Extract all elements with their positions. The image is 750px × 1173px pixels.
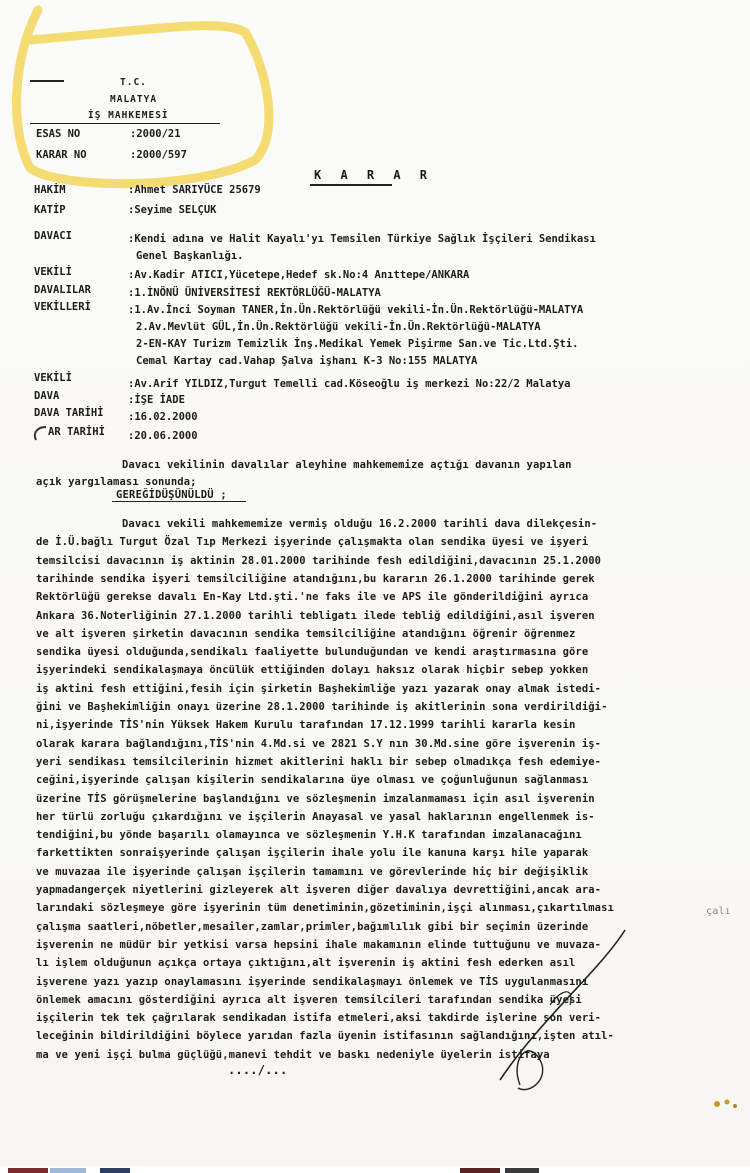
- body-line: işçilerin tek tek çağrılarak sendikadan istifa etmeleri,aksi takdirde işlerine son veri-: [36, 1012, 602, 1025]
- hakim-value: :Ahmet SARIYÜCE 25679: [128, 184, 261, 196]
- davalilar-value: :1.İNÖNÜ ÜNİVERSİTESİ REKTÖRLÜĞÜ-MALATYA: [128, 287, 381, 299]
- title-underline: [310, 184, 392, 186]
- vekilleri-value-2: 2.Av.Mevlüt GÜL,İn.Ün.Rektörlüğü vekili-İn.Ün.Rektörlüğü-MALATYA: [136, 321, 541, 333]
- body-line: her türlü zorluğu çıkardığını ve işçilerin Anayasal ve yasal haklarının engellenmek is-: [36, 810, 595, 823]
- body-line: üzerine TİS görüşmelerine başlandığını ve sözleşmenin imzalanmaması için asıl işverenin: [36, 792, 595, 805]
- continuation-mark: ..../...: [228, 1063, 288, 1077]
- karar-value: :2000/597: [130, 149, 187, 161]
- court-line-2: MALATYA: [110, 94, 158, 105]
- document-title: K A R A R: [314, 168, 434, 182]
- body-line: önlemek amacını gösterdiğini ayrıca alt işveren temsilcileri tarafından sendika üyesi: [36, 993, 582, 1006]
- body-line: olarak karara bağlandığını,TİS'nin 4.Md.si ve 2821 S.Y nın 30.Md.sine göre işverenin iş-: [36, 737, 602, 750]
- vekilleri-value-4: Cemal Kartay cad.Vahap Şalva işhanı K-3 No:155 MALATYA: [136, 355, 478, 367]
- body-line: de İ.Ü.bağlı Turgut Özal Tıp Merkezi işyerinde çalışmakta olan sendika üyesi ve işyeri: [36, 536, 589, 549]
- vekili-value: :Av.Kadir ATICI,Yücetepe,Hedef sk.No:4 Anıttepe/ANKARA: [128, 269, 470, 281]
- karar-tarihi-value: :20.06.2000: [128, 430, 198, 442]
- davaci-label: DAVACI: [34, 230, 72, 242]
- esas-value: :2000/21: [130, 128, 181, 140]
- body-line: ve alt işveren şirketin davacının sendika temsilciliğine atandığını öğrenir öğrenmez: [36, 627, 576, 640]
- hakim-label: HAKİM: [34, 184, 66, 196]
- body-line: Davacı vekili mahkememize vermiş olduğu 16.2.2000 tarihli dava dilekçesin-: [122, 518, 598, 530]
- strip-tab: [8, 1168, 48, 1173]
- katip-value: :Seyime SELÇUK: [128, 204, 217, 216]
- signature-scribble: [480, 910, 640, 1100]
- body-line: sendika üyesi olduğunda,sendikalı faaliyette bulunduğundan ve kendi araştırmasına göre: [36, 646, 589, 659]
- vekili2-value: :Av.Arif YILDIZ,Turgut Temelli cad.Köseoğlu iş merkezi No:22/2 Malatya: [128, 378, 571, 390]
- body-line: işverene yazı yazıp onaylamasını işyerinde sendikalaşmayı önlemek ve TİS uygulanmasını: [36, 975, 589, 988]
- dava-tarihi-label: DAVA TARİHİ: [34, 407, 104, 419]
- header-rule-2: [30, 123, 220, 124]
- esas-label: ESAS NO: [36, 128, 81, 140]
- section-underline: [112, 501, 246, 502]
- body-line: ni,işyerinde TİS'nin Yüksek Hakem Kurulu tarafından 17.12.1999 tarihli kararla kesin: [36, 719, 576, 732]
- header-rule: [30, 80, 64, 82]
- body-line: lı işlem olduğunun açıkça ortaya çıktığını,alt işverenin iş aktini fesh ederken asıl: [36, 957, 576, 970]
- karar-tarihi-label: AR TARİHİ: [48, 426, 105, 438]
- body-line: yapmadangerçek niyetlerini gizleyerek alt işveren diğer davalıya devrettiğini,ancak ara-: [36, 884, 602, 896]
- body-line: ceğini,işyerinde çalışan kişilerin sendikalarına üye olması ve çoğunluğunun sağlanması: [36, 774, 589, 787]
- section-heading: GEREĞİDÜŞÜNÜLDÜ ;: [116, 489, 227, 501]
- karar-label: KARAR NO: [36, 149, 87, 161]
- intro-line-1: Davacı vekilinin davalılar aleyhine mahkememize açtığı davanın yapılan: [122, 459, 572, 471]
- body-line: yeri sendikası temsilcilerinin hizmet akitlerini haklı bir sebep olmadıkça fesh edemiye-: [36, 755, 602, 768]
- body-line: tendiğini,bu yönde başarılı olamayınca ve sözleşmenin Y.H.K tarafından imzalanacağını: [36, 829, 582, 842]
- body-line: tarihinde sendika işyeri temsilciliğine atandığını,bu kararın 26.1.2000 tarihinde gerek: [36, 572, 595, 585]
- body-line: işverenin ne müdür bir yetkisi varsa hepsini ihale makamının elinde tuttuğunu ve muvaza-: [36, 938, 602, 951]
- body-line: larındaki sözleşmeye göre işyerinin tüm denetiminin,gözetiminin,işçi alınması,çıkartılması: [36, 902, 614, 915]
- davaci-value-cont: Genel Başkanlığı.: [136, 250, 244, 262]
- body-line: ve muvazaa ile işyerinde çalışan işçilerin tamamını ve görevlerinde hiç bir değişiklik: [36, 865, 589, 878]
- strip-tab: [505, 1168, 539, 1173]
- vekilleri-value: :1.Av.İnci Soyman TANER,İn.Ün.Rektörlüğü vekili-İn.Ün.Rektörlüğü-MALATYA: [128, 304, 584, 316]
- body-line: Ankara 36.Noterliğinin 27.1.2000 tarihli tebligatı ilede tebliğ edildiğini,asıl işveren: [36, 609, 595, 622]
- court-line-1: T.C.: [120, 77, 147, 88]
- dava-value: :İŞE İADE: [128, 394, 185, 406]
- dava-label: DAVA: [34, 390, 60, 402]
- strip-tab: [100, 1168, 130, 1173]
- strip-tab: [50, 1168, 86, 1173]
- body-line: farkettikten sonraişyerinde çalışan işçilerin ihale yolu ile kanuna karşı hile yaparak: [36, 847, 589, 860]
- body-line: leceğinin bildirildiğini böylece yarıdan fazla üyenin istifasının sağlandığını,işten atıl-: [36, 1030, 614, 1043]
- vekilleri-value-3: 2-EN-KAY Turizm Temizlik İnş.Medikal Yemek Pişirme San.ve Tic.Ltd.Şti.: [136, 338, 579, 350]
- katip-label: KATİP: [34, 204, 66, 216]
- body-line: ma ve yeni işçi bulma güçlüğü,manevi tehdit ve baskı nedeniyle üyelerin istifaya: [36, 1048, 550, 1061]
- strip-tab: [460, 1168, 500, 1173]
- body-line: temsilcisi davacının iş aktinin 28.01.2000 tarihinde fesh edildiğini,davacının 25.1.2000: [36, 554, 602, 567]
- body-line: işyerindeki sendikalaşmaya öncülük ettiğinden dolayı haksız olarak hiçbir sebep yokken: [36, 664, 589, 677]
- court-line-3: İŞ MAHKEMESİ: [88, 110, 169, 121]
- vekili2-label: VEKİLİ: [34, 372, 72, 384]
- vekilleri-label: VEKİLLERİ: [34, 301, 91, 313]
- dava-tarihi-value: :16.02.2000: [128, 411, 198, 423]
- body-line: Rektörlüğü gerekse davalı En-Kay Ltd.şti.'ne faks ile ve APS ile gönderildiğini ayrıca: [36, 591, 589, 604]
- body-line: ğini ve Başhekimliğin onayı üzerine 28.1.2000 tarihinde iş akitlerinin sona verdirildiği-: [36, 701, 608, 713]
- body-line: iş aktini fesh ettiğini,fesih için şirketin Başhekimliğe yazı yazarak onay almak istedi-: [36, 682, 602, 695]
- davalilar-label: DAVALILAR: [34, 284, 91, 296]
- intro-line-2: açık yargılaması sonunda;: [36, 476, 197, 488]
- ink-specks: [705, 1090, 745, 1115]
- hole-punch-mark: [30, 424, 50, 442]
- body-line: çalışma saatleri,nöbetler,mesailer,zamlar,primler,bağımlılık gibi bir seçimin üzerinde: [36, 920, 589, 933]
- vekili-label: VEKİLİ: [34, 266, 72, 278]
- margin-note: çalı: [706, 906, 731, 917]
- davaci-value: :Kendi adına ve Halit Kayalı'yı Temsilen Türkiye Sağlık İşçileri Sendikası: [128, 233, 596, 245]
